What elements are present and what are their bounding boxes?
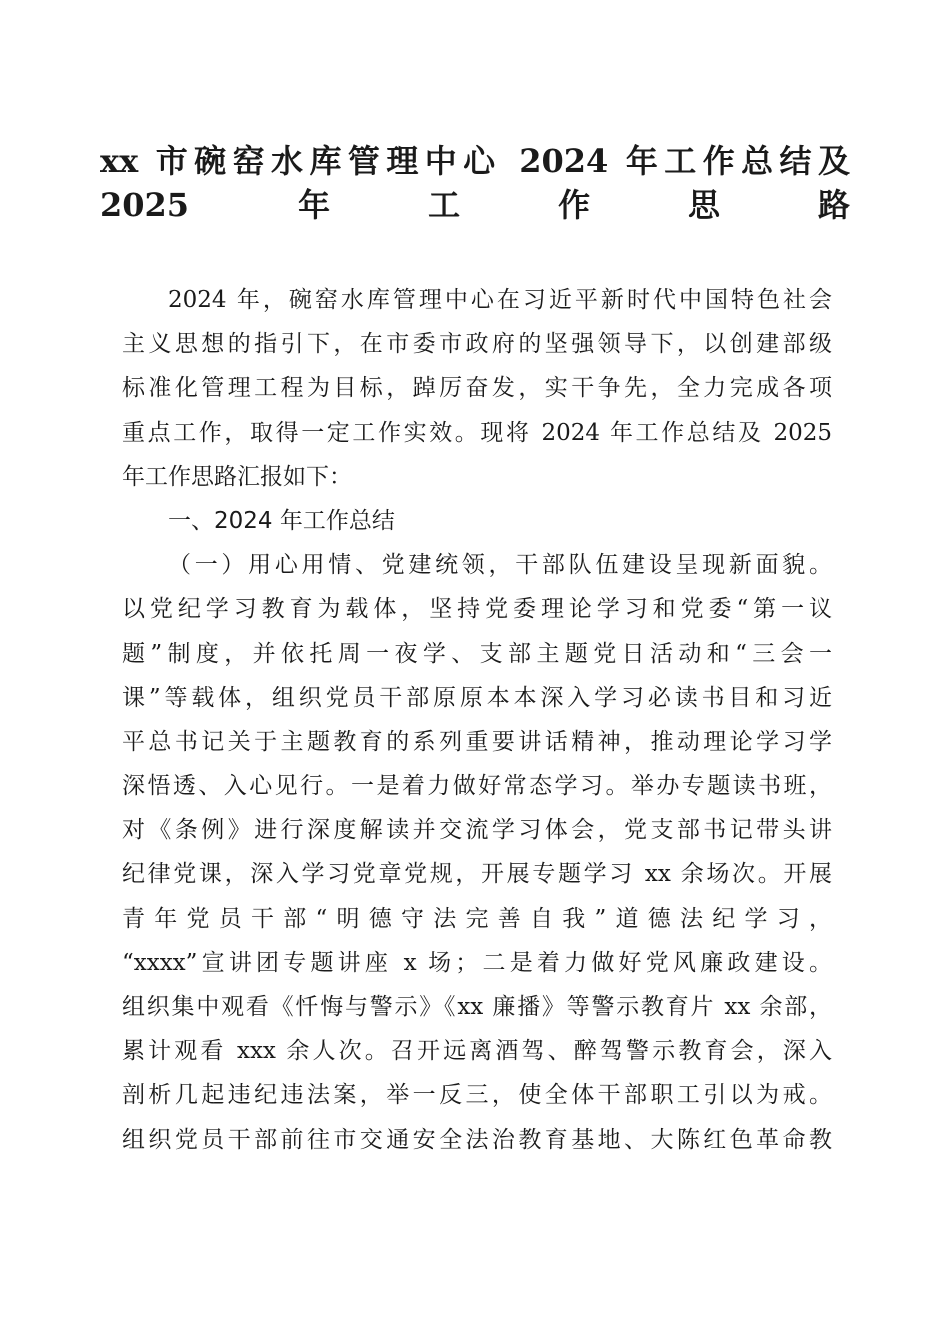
paragraph-1-line: 重点工作，取得一定工作实效。现将 2024 年工作总结及 2025 xyxy=(122,419,832,446)
title-line-2: 2025 年工作思路 xyxy=(100,186,850,225)
document-body xyxy=(122,278,832,1162)
paragraph-1-line: 2024 年，碗窑水库管理中心在习近平新时代中国特色社会 xyxy=(168,287,832,313)
paragraph-2-line: 组织集中观看《忏悔与警示》《xx 廉播》等警示教育片 xx 余部， xyxy=(122,994,832,1020)
paragraph-2-line: 深悟透、入心见行。一是着力做好常态学习。举办专题读书班， xyxy=(122,773,832,800)
paragraph-1-line: 标准化管理工程为目标，踔厉奋发，实干争先，全力完成各项 xyxy=(122,375,832,402)
paragraph-2-line: （一）用心用情、党建统领，干部队伍建设呈现新面貌。 xyxy=(168,552,832,579)
paragraph-2-line: 对《条例》进行深度解读并交流学习体会，党支部书记带头讲 xyxy=(122,817,832,844)
paragraph-2-line: 题”制度，并依托周一夜学、支部主题党日活动和“三会一 xyxy=(122,640,832,667)
paragraph-2-line: 课”等载体，组织党员干部原原本本深入学习必读书目和习近 xyxy=(122,684,832,711)
title-line-1: xx 市碗窑水库管理中心 2024 年工作总结及 xyxy=(100,142,850,180)
document-title xyxy=(100,138,850,226)
paragraph-2-line: “xxxx”宣讲团专题讲座 x 场；二是着力做好党风廉政建设。 xyxy=(122,949,832,976)
paragraph-2-line: 平总书记关于主题教育的系列重要讲话精神，推动理论学习学 xyxy=(122,728,832,755)
paragraph-2-line: 青年党员干部“明德守法完善自我”道德法纪学习， xyxy=(122,905,832,932)
paragraph-2-line: 剖析几起违纪违法案，举一反三，使全体干部职工引以为戒。 xyxy=(122,1082,832,1109)
paragraph-1-line: 主义思想的指引下，在市委市政府的坚强领导下，以创建部级 xyxy=(122,331,832,358)
section-heading-1: 一、2024 年工作总结 xyxy=(168,507,395,534)
paragraph-1-line: 年工作思路汇报如下： xyxy=(122,463,352,490)
paragraph-2-line: 纪律党课，深入学习党章党规，开展专题学习 xx 余场次。开展 xyxy=(122,861,832,888)
paragraph-2-line: 组织党员干部前往市交通安全法治教育基地、大陈红色革命教 xyxy=(122,1126,832,1153)
paragraph-2-line: 以党纪学习教育为载体，坚持党委理论学习和党委“第一议 xyxy=(122,596,832,623)
paragraph-2-line: 累计观看 xxx 余人次。召开远离酒驾、醉驾警示教育会，深入 xyxy=(122,1038,832,1065)
